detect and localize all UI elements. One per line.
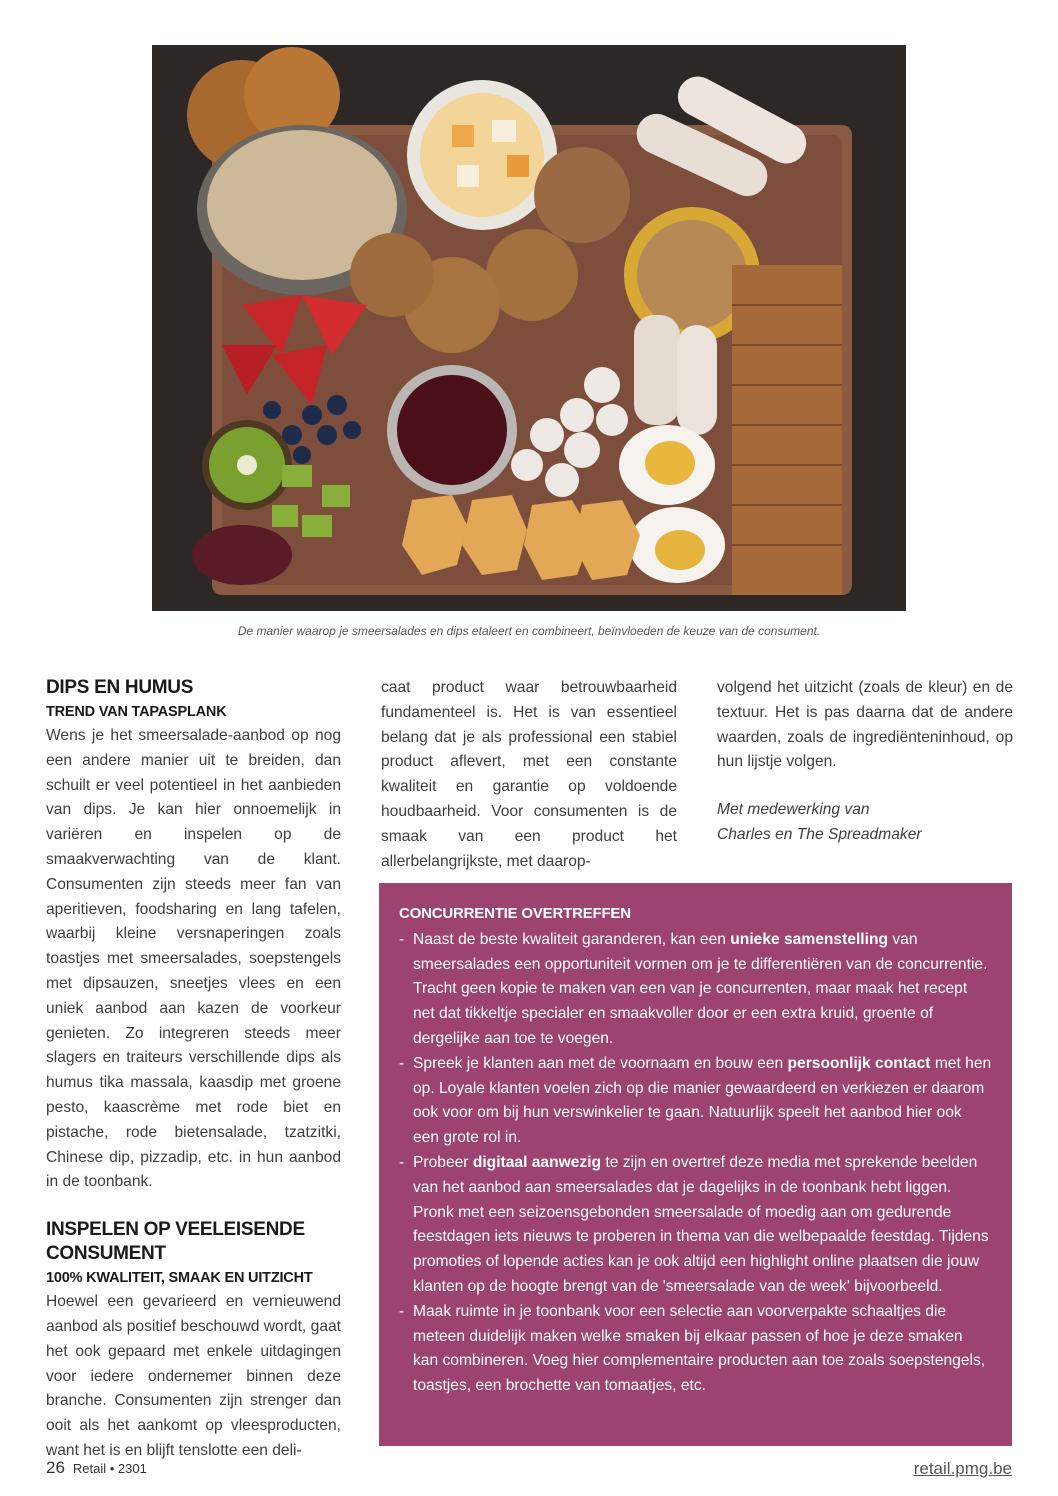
article-column-2 [381, 676, 677, 874]
section-heading-dips: DIPS EN HUMUS [46, 677, 194, 698]
credit-line-2: Charles en The Spreadmaker [717, 825, 922, 843]
photo-caption: De manier waarop je smeersalades en dips etaleert en combineert, beïnvloeden de keuze van de consument. [237, 624, 821, 638]
tips-list-item: - Probeer digitaal aanwezig te zijn en overtref deze media met sprekende beelden van het aanbod aan smeersalades dat je dagelijks in de toonbank hebt liggen. Pronk met een seizoensgebonden smeersalade of moedig aan om gedurende feestdagen iets nieuws te proberen in thema van die welbepaalde feestdag. Tijdens promoties of lopende acties kan je ook altijd een highlight online plaatsen die jouw klanten op de hoogte brengt van de 'smeersalade van de week' bijvoorbeeld. [399, 1153, 989, 1295]
subheading-tapasplank: TREND VAN TAPASPLANK [46, 704, 227, 720]
section-heading-consument: INSPELEN OP VEELEISENDE CONSUMENT [46, 1219, 305, 1265]
tip-text: met hen op. Loyale klanten voelen zich op die manier gewaardeerd en verkiezen er daarom ook voor om bij hun verswinkelier te gaan. Natuurlijk speelt het aanbod hier ook een grote rol in. [413, 1054, 992, 1147]
page-footer-left [46, 1458, 147, 1478]
tips-box-title: CONCURRENTIE OVERTREFFEN [399, 905, 631, 922]
tip-text: Probeer [413, 1153, 473, 1171]
paragraph-consument: Hoewel een gevarieerd en vernieuwend aanbod als positief beschouwd wordt, gaat het ook gepaard met enkele uitdagingen voor iedere ondernemer binnen deze branche. Consumenten zijn strenger dan ooit als het aankomt op vleesproducten, want het is en blijft tenslotte een deli- [46, 1293, 341, 1459]
page-number: 26 [46, 1458, 65, 1477]
tips-list [399, 928, 992, 1399]
tip-highlight: persoonlijk contact [787, 1054, 931, 1072]
tip-text: van smeersalades een opportuniteit vormen om je te differentiëren van de concurrentie. Tracht geen kopie te maken van een van je concurrenten, maar maak het recept net dat tikkeltje specialer en smaakvoller door er een extra kruid, groente of dergelijke aan toe te voegen. [413, 930, 988, 1047]
tips-list-item: - Maak ruimte in je toonbank voor een selectie aan voorverpakte schaaltjes die meteen duidelijk maken welke smaken bij elkaar passen of hoe je deze smaken kan combineren. Voeg hier complementaire producten aan toe zoals soepstengels, toastjes, een brochette van tomaatjes, etc. [399, 1302, 986, 1395]
tips-box [379, 883, 1012, 1446]
subheading-kwaliteit: 100% KWALITEIT, SMAAK EN UITZICHT [46, 1270, 313, 1287]
tip-highlight: digitaal aanwezig [472, 1153, 602, 1171]
charcuterie-board-photo [152, 45, 906, 611]
magazine-issue: Retail • 2301 [72, 1461, 147, 1476]
credit-line-1: Met medewerking van [717, 801, 870, 819]
paragraph-dips: Wens je het smeersalade-aanbod op nog een andere manier uit te breiden, dan schuilt er veel potentieel in het aanbieden van dips. Je kan hier onnoemelijk in variëren en inspelen op de smaakverwachting van de klant. Consumenten zijn steeds meer fan van aperitieven, foodsharing en lang tafelen, waarbij kleine versnaperingen zoals toastjes met smeersalades, soepstengels met dipsauzen, sneetjes vlees en een uniek aanbod aan kazen de voorkeur genieten. Zo integreren steeds meer slagers en traiteurs verschillende dips als humus tika massala, kaasdip met groene pesto, kaascrème met rode biet en pistache, rode bietensalade, tzatzitki, Chinese dip, pizzadip, etc. in hun aanbod in de toonbank. [46, 727, 341, 1191]
article-column-1 [46, 676, 341, 1464]
tip-text: Spreek je klanten aan met de voornaam en bouw een [413, 1054, 788, 1072]
tips-list-item: - Naast de beste kwaliteit garanderen, kan een unieke samenstelling van smeersalades een opportuniteit vormen om je te differentiëren van de concurrentie. Tracht geen kopie te maken van een van je concurrenten, maar maak het recept net dat tikkeltje specialer en smaakvoller door er een extra kruid, groente of dergelijke aan toe te voegen. [399, 930, 988, 1047]
website-link[interactable]: retail.pmg.be [913, 1459, 1012, 1478]
tips-list-item: - Spreek je klanten aan met de voornaam en bouw een persoonlijk contact met hen op. Loyale klanten voelen zich op die manier gewaardeerd en verkiezen er daarom ook voor om bij hun verswinkelier te gaan. Natuurlijk speelt het aanbod hier ook een grote rol in. [399, 1054, 992, 1147]
tip-text: te zijn en overtref deze media met sprekende beelden van het aanbod aan smeersalades dat je dagelijks in de toonbank hebt liggen. Pronk met een seizoensgebonden smeersalade of moedig aan om gedurende feestdagen iets nieuws te proberen in thema van die welbepaalde feestdag. Tijdens promoties of lopende acties kan je ook altijd een highlight online plaatsen die jouw klanten op de hoogte brengt van de 'smeersalade van de week' bijvoorbeeld. [413, 1153, 989, 1295]
tip-text: Maak ruimte in je toonbank voor een selectie aan voorverpakte schaaltjes die meteen duidelijk maken welke smaken bij elkaar passen of hoe je deze smaken kan combineren. Voeg hier complementaire producten aan toe zoals soepstengels, toastjes, een brochette van tomaatjes, etc. [413, 1302, 986, 1395]
tip-highlight: unieke samenstelling [730, 930, 889, 948]
photo-illustration [152, 45, 906, 611]
tip-text: Naast de beste kwaliteit garanderen, kan een [413, 930, 731, 948]
article-column-3 [717, 676, 1013, 848]
paragraph-final: volgend het uitzicht (zoals de kleur) en de textuur. Het is pas daarna dat de andere waarden, zoals de ingrediënteninhoud, op hun lijstje volgen. [717, 679, 1013, 771]
paragraph-continued: caat product waar betrouwbaarheid fundamenteel is. Het is van essentieel belang dat je als professional een stabiel product aflevert, met een constante kwaliteit en garantie op voldoende houdbaarheid. Voor consumenten is de smaak van een product het allerbelangrijkste, met daarop- [381, 679, 677, 870]
